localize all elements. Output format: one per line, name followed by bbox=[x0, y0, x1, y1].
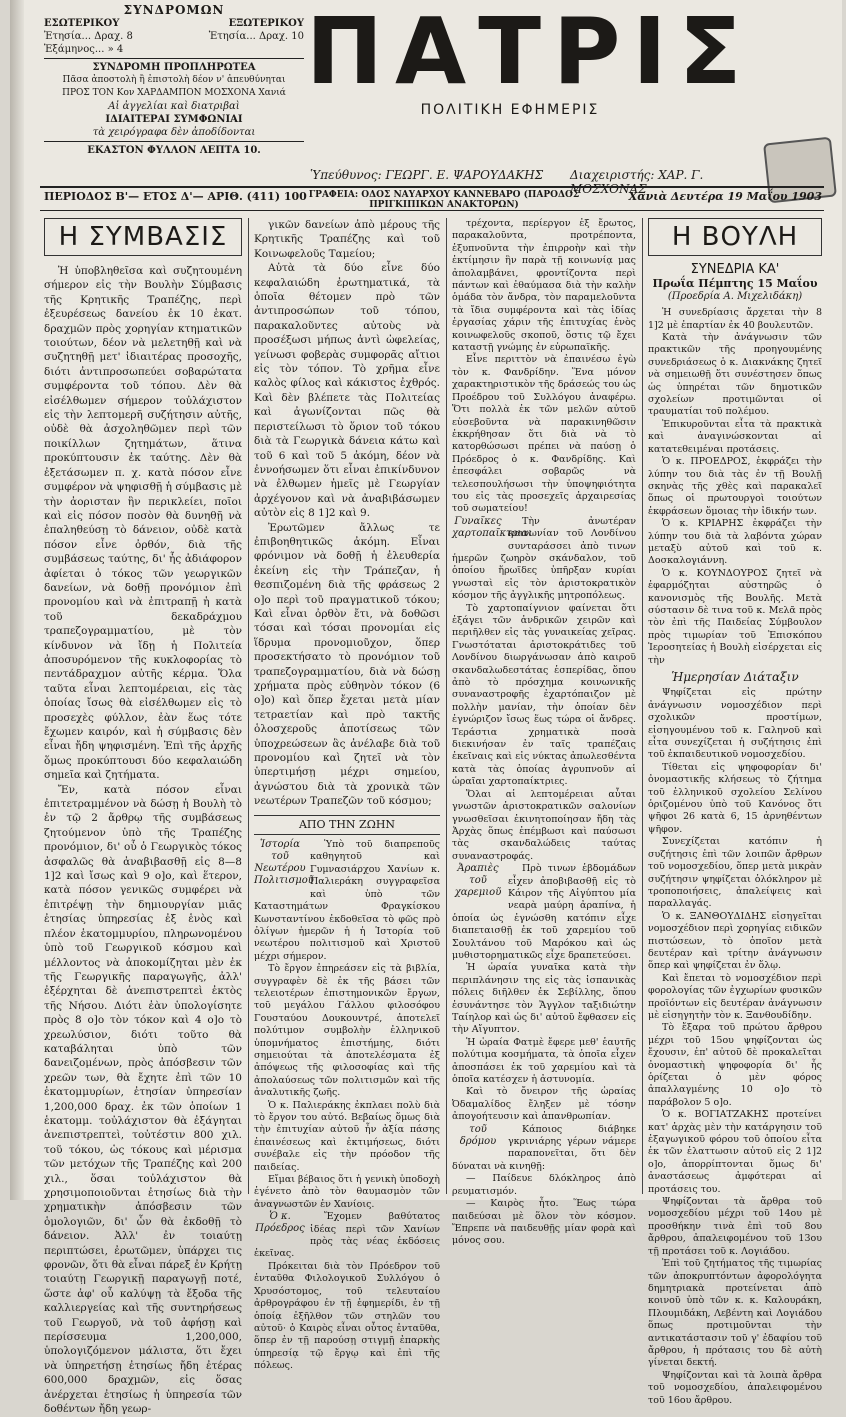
subscription-box bbox=[44, 4, 304, 157]
offices-address: ΓΡΑΦΕΙΑ: ΟΔΟΣ ΝΑΥΑΡΧΟΥ ΚΑΝΝΕΒΑΡΟ (ΠΑΡΟΔΟΣ ΠΡΙΓΚΙΠΙΚΩΝ ΑΝΑΚΤΟΡΩΝ) bbox=[308, 190, 580, 210]
article-paragraph: Ὅλαι αἱ λεπτομέρειαι αὗται γνωστῶν ἀριστοκρατικῶν σαλονίων γνωσθεῖσαι ἐκινητοποίησαν ἤδη τὰς Ἀρχὰς ὅπως ἐπέμβωσι καὶ παύσωσι τὰς σκανδαλώδεις ταύτας συναναστροφάς. bbox=[452, 788, 636, 862]
send-to-line-1: Πᾶσα ἀποστολὴ ἢ ἐπιστολὴ δέον ν' ἀπευθύνηται bbox=[62, 75, 286, 85]
side-heading: τοῦ δρόμου bbox=[459, 1123, 497, 1147]
article-paragraph: Ἡ συνεδρίασις ἄρχεται τὴν 8 1]2 μὲ ἐπαρτίαν ἐκ 40 βουλευτῶν. bbox=[648, 307, 822, 331]
manuscripts-note: τὰ χειρόγραφα δὲν ἀποδίδονται bbox=[92, 127, 256, 138]
article-paragraph: Κατὰ τὴν ἀνάγνωσιν τῶν πρακτικῶν τῆς προηγουμένης συνεδριάσεως ὁ κ. Διακνάκης ζητεῖ νὰ σημειωθῇ ὅτι συνέστησεν ὅπως ὡς ὑπηρέται τῶν δημοτικῶν σχολείων προτιμῶνται οἱ τραυματίαι τοῦ πολέμου. bbox=[648, 332, 822, 418]
article-paragraph: Ἐπὶ τοῦ ζητήματος τῆς τιμωρίας τῶν ἀποκρυπτόντων ἀφορολόγητα δημητριακὰ προτείνεται ἀπὸ κοινοῦ ὑπὸ τῶν κ. κ. Καλουράκη, Πλουμιδάκη, Λεβέντη καὶ Λογιάδου ὅπως προτιμοῦνται τὴν αντικατάστασιν τοῦ γ' ἐδαφίου τοῦ ἄρθρου, ἡ πρότασις του δὲ αὐτὴ γίνεται δεκτή. bbox=[648, 1258, 822, 1369]
article-paragraph: Τίθεται εἰς ψηφοφορίαν δι' ὀνομαστικῆς κλήσεως τὸ ζήτημα τοῦ ἑλληνικοῦ σχολείου Σελίνου ὁριζομένου ὑπὸ τοῦ Κανόνος ὅτι ψῆφοι 26 κατὰ 6, 15 ἀρνηθέντων ψῆφον. bbox=[648, 761, 822, 835]
article-paragraph: Ἡ ὑποβληθεῖσα καὶ συζητουμένη σήμερον εἰς τὴν Βουλὴν Σύμβασις τῆς Κρητικῆς Τραπέζης, περὶ ἐξευρέσεως δανείου ἐκ 10 ἑκατ. δραχμῶν πρὸς χορηγίαν κτηματικῶν τοιούτων, δέον νὰ μελετηθῇ καὶ νὰ συζητηθῇ μετ' ἰδιαιτέρας προσοχῆς, διότι ἀντιπροσωπεύει σοβαρώτατα συμφέροντα τοῦ τόπου. Δὲν θὰ εἰσέλθωμεν σήμερον τοὐλάχιστον εἰς τὴν λεπτομερῆ συζήτησιν αὐτῆς, οὐδὲ θὰ ἀσχοληθῶμεν περὶ τῶν ποικίλλων ζητημάτων, ἅτινα προκύπτουσιν ἐκ ταύτης. Δὲν θὰ ἐξετάσωμεν π. χ. κατὰ πόσον εἶνε συμφέρον νὰ ψηφισθῇ ἡ σύμβασις μὲ τὴν ἀορισταν ἣν περικλείει, ποῖοι καὶ εἰς πόσον ποσὸν θὰ δυνηθῇ νὰ ἐπαληθεύσῃ τὸ δάνειον, οὐδὲ κατὰ πόσον εἶνε ὀρθόν, διὰ τῆς συμβάσεως ταύτης, δι' ἧς ἀδιάφορον ἀφίεται ὁ τόκος τῶν γεωργικῶν δανείων, νὰ δοθῇ προνόμιον ἐπὶ προνομίου καὶ νὰ ἐπιτραπῇ ἡ κατὰ τοῦ δεκαδράχμου τραπεζογραμματίου, μὲ τὸν κίνδυνον νὰ ἴδῃ ἡ Πολιτεία ἀποσυρόμενον τῆς κυκλοφορίας τὸ πεντάδραχμον αὐτῆς κέρμα. Ὅλα ταῦτα εἶναι λεπτομέρειαι, εἰς τὰς ὁποίας ἴσως θὰ εἰσέλθωμεν εἰς τὸ προσεχὲς φύλλον, ἐὰν ἕως τότε ἔχωμεν καιρόν, καὶ ἡ σύμβασις δὲν εἶναι ἤδη ψηφισμένη. Ἐπὶ τῆς ἀρχῆς ὅμως προκύπτουσι δύο κεφαλαιώδη σημεῖα καὶ ζητήματα. bbox=[44, 265, 242, 782]
inland-year-price: Ἐτησία... Δραχ. 8 bbox=[44, 31, 133, 42]
article-paragraph: Πρὸ τινων ἑβδομάδων εἶχεν ἀποβιβασθῇ εἰς τὸ Κάιρον τῆς Αἰγύπτου μία νεαρὰ μαύρη ἀραπίνα, ἡ ὁποία ὡς ἐγνώσθη κατόπιν εἶχε διαπεταισθῇ ἐκ τοῦ χαρεμίου τοῦ Σουλτάνου τοῦ Μαρόκου καὶ ὡς μυθιστορηματικῶς εἶχε δραπετεύσει. bbox=[452, 863, 636, 961]
column-rule bbox=[642, 218, 643, 1194]
column-three bbox=[452, 218, 636, 1247]
article-paragraph: Τὸ ἔξαρα τοῦ πρώτου ἄρθρου μέχρι τοῦ 15ου ψηφίζονται ὡς ἔχουσιν, ἐπ' αὐτοῦ δὲ προκαλεῖται ὀνομαστικὴ ψηφοφορία δι' ἧς ὁρίζεται ὁ μὲν φόρος ἀπαλλαγμένης 10 ο]ο τὸ παράβολον 5 ο]ο. bbox=[648, 1022, 822, 1108]
article-paragraph: γικῶν δανείων ἀπὸ μέρους τῆς Κρητικῆς Τραπέζης καὶ τοῦ Κοινωφελοῦς Ταμείου; bbox=[254, 219, 440, 260]
session-chair: (Προεδρία Α. Μιχελιδάκη) bbox=[667, 290, 803, 302]
article-paragraph: Ἡ ὡραία γυναῖκα κατὰ τὴν περιπλάνησιν της εἰς τὰς ἰσπανικὰς πόλεις διῆλθεν ἐκ Σεβίλλης, ὅπου ἐσυνάντησε τὸν Ἄγγλον ταξιδιώτην Ταίηλορ καὶ ὡς δι' αὐτοῦ ἔφθασεν εἰς τὴν Αἴγυπτον. bbox=[452, 962, 636, 1036]
article-paragraph: Ἐρωτῶμεν ἄλλως τε ἐπιβοηθητικῶς ἀκόμη. Εἶναι φρόνιμον νὰ δοθῇ ἡ ἐλευθερία ἐκείνη εἰς τὴν Τράπεζαν, ἡ θεσπιζομένη διὰ τῆς φράσεως 2 ο]ο περὶ τοῦ πραγματικοῦ τόκου; Καὶ εἶναι ὀρθὸν ἔτι, νὰ δοθῶσι τόσαι καὶ τόσαι προνομίαι εἰς ἵδρυμα προνομιοῦχον, ὅπερ προσεκτήσατο τὸ προνόμιον τοῦ τραπεζογραμματίου, διὰ νὰ δώσῃ χρήματα πρὸς εὐθηνὸν τόκον (6 ο]ο) καὶ ὅπερ ἔχεται μετὰ μίαν τετραετίαν καὶ πρὸ τακτῆς ὁλοσχεροῦς ἀποτίσεως τῶν ὑποχρεώσεων ἃς ἀνέλαβε διὰ τοῦ προνομίου καὶ ζητεῖ νὰ τὸν ὑπερτιμήσῃ μέχρι σημείου, ἀγνώστου διὰ τὰ χρονικὰ τῶν νεωτέρων Τραπεζῶν τοῦ κόσμου; bbox=[254, 521, 440, 808]
article-paragraph: Συνεχίζεται κατόπιν ἡ συζήτησις ἐπὶ τῶν λοιπῶν ἄρθρων τοῦ νομοσχεδίου, ὅπερ μετὰ μικρὰν συζήτησιν ψηφίζεται ὁλόκληρον μὲ τροποποιήσεις, ἀπαλείψεις καὶ παραλλαγάς. bbox=[648, 836, 822, 910]
article-paragraph: Εἶνε περιττὸν νὰ ἐπαινέσω ἐγὼ τὸν κ. Φανδρίδην. Ἕνα μόνον χαρακτηριστικὸν τῆς δράσεώς του ὡς Προέδρου τοῦ Συλλόγου ἀναφέρω. Ὅτι πολλὰ ἐκ τῶν μελῶν αὐτοῦ εὐσεβοῦντα νὰ παρακινηθῶσιν ἐκκρήθησαν ὅτι διὰ νὰ τὸ κατορθώσωσι πρέπει νὰ παύσῃ ὁ Πρόεδρος ὁ κ. Φανδρίδης. Καὶ ἐπεσφάλει σοβαρῶς νὰ τελεσπουλήσωσι τὴν ὑποψηφιότητα του εἰς τὰς προσεχεῖς ἀρχαιρεσίας τοῦ σωματείου! bbox=[452, 354, 636, 515]
inland-half-price: Ἑξάμηνος... » 4 bbox=[44, 44, 124, 55]
article-paragraph: Ψηφίζονται καὶ τὰ λοιπὰ ἄρθρα τοῦ νομοσχεδίου, ἀπαλειφομένου τοῦ 16ου ἄρθρου. bbox=[648, 1369, 822, 1406]
column-vouli bbox=[648, 218, 822, 1406]
subscription-prices-2 bbox=[44, 43, 304, 56]
info-bar-rule bbox=[40, 210, 824, 211]
column-two bbox=[254, 218, 440, 1372]
section-heading: ΑΠΟ ΤΗΝ ΖΩΗΝ bbox=[254, 815, 440, 835]
session-date: Πρωΐα Πέμπτης 15 Μαΐου bbox=[652, 277, 818, 291]
article-paragraph: Ὁ κ. ΠΡΟΕΔΡΟΣ, ἐκφράζει τὴν λύπην του διὰ τὰς ἐν τῇ Βουλῇ σκηνὰς τῆς χθὲς καὶ παρακαλεῖ ὅπως οἱ πρωτουργοὶ τοιούτων ἐκφράσεων ὅμοιας τὴν ἰδικήν των. bbox=[648, 456, 822, 517]
issue-number: ΠΕΡΙΟΔΟΣ Β'— ΕΤΟΣ Δ'— ΑΡΙΘ. (411) 100 bbox=[44, 190, 307, 203]
article-paragraph: Τὴν ἀνωτέραν κοινωνίαν τοῦ Λονδίνου συνταράσσει ἀπὸ τινων ἡμερῶν ζωηρὸν σκάνδαλον, τοῦ ὁποίου ἥρωῖδες ὑπῆρξαν κυρίαι γνωσταὶ εἰς τὸν ἀριστοκρατικὸν κόσμον τῆς ἀγγλικῆς μητροπόλεως. bbox=[452, 515, 636, 602]
article-paragraph: Τὸ χαρτοπαίγνιον φαίνεται ὅτι ἐξάγει τῶν ἀνδρικῶν χειρῶν καὶ περιῆλθεν εἰς τὰς γυναικείας χεῖρας. Γνωστόταται ἀριστοκράτιδες τοῦ Λονδίνου διωργάνωσαν ἀπὸ καιροῦ σκανδαλωδεστάτας ἑσπερίδας, ὅπου ἀπὸ τὸ πρόσχημα κοινωνικῆς συναναστροφῆς ἐχαρτόπαιζον μὲ πολλὴν μανίαν, τὴν ὁποίαν δὲν ἐγνώριζον ἴσως ἕως τώρα οἱ ἄνδρες. Τεράστια χρηματικὰ ποσὰ διεκινήσαν ἐν ταῖς τραπέζαις ἐκεῖναις καὶ εἰς νύκτας ἀπωλεσθέντα κατὰ τὰς ὁποίας ἀγρυπνοῦν αἱ ὡραῖαι χαρτοπαίκτριες. bbox=[452, 602, 636, 788]
inland-label: ΕΣΩΤΕΡΙΚΟΥ bbox=[44, 18, 120, 29]
ads-line-2: ΙΔΙΑΙΤΕΡΑΙ ΣΥΜΦΩΝΙΑΙ bbox=[105, 114, 243, 125]
send-to-line-2: ΠΡΟΣ ΤΟΝ Κον ΧΑΡΔΑΜΠΟΝ ΜΟΣΧΟΝΑ Χανιά bbox=[62, 88, 286, 98]
column-rule bbox=[446, 218, 447, 1194]
article-paragraph: τρέχοντα, περίεργον ἐξ ἔρωτος, παρακαλοῦντα, προτρέποντα, ἐξυπνοῦντα τὴν ἐπιρροὴν καὶ τὴν ἐκτίμησιν ἣν παρὰ τῇ κοινωνίᾳ μας ἀπολαμβάνει, φροντίζοντα περὶ πάντων καὶ ἐθαύμασα διὰ τὴν καλὴν ὁμάδα τὸν ἄνδρα, τὸν παραμελοῦντα τὰ ἴδια συμφέροντα καὶ τὰς ἰδίας ἐργασίας χάριν τῆς ἐπιτυχίας ἑνὸς κοινωφελοῦς σκοποῦ, ὅστις τῷ ἔχει καταστῇ γνώμης ἐν εὐρωπαϊκῆς. bbox=[452, 218, 636, 354]
article-paragraph: Κάποιος διάβηκε γκρινιάρης γέρων νάμερε παραπονεῖται, ὅτι δὲν δύναται νὰ κινηθῇ: bbox=[452, 1123, 636, 1172]
article-paragraph: Αὐτὰ τὰ δύο εἶνε δύο κεφαλαιώδη ἐρωτηματικά, τὰ ὁποῖα θέτομεν πρὸ τῶν ἀντιπροσώπων τοῦ τόπου, παρακαλοῦντες αὐτοὺς νὰ προσέξωσι μήπως ἀντὶ ὠφελείας, γείνωσι φοβερὰς συμφορᾶς αἴτιοι εἰς τὸν τόπον. Τὸ χρῆμα εἶνε καλὸς φίλος καὶ κάκιστος ἐχθρός. Καὶ δὲν βλέπετε τὰς Πολιτείας καὶ ἀγωνίζονται πῶς θὰ περιστείλωσι τὸ ὅριον τοῦ τόκου διὰ τὰ Γεωργικὰ δάνεια κάτω καὶ τοῦ 6 καὶ τοῦ 5 ἀκόμη, δέον νὰ ἐννοήσωμεν ὅτι εἶναι ἐπικίνδυνον νὰ ἐλθωμεν ἡμεῖς μὲ Γεωργίαν ἀρχέγονον καὶ νὰ ἀναβιβάσωμεν αὐτὸν εἰς 8 1]2 καὶ 9. bbox=[254, 262, 440, 520]
masthead-rule bbox=[40, 186, 824, 188]
issue-info-bar bbox=[44, 190, 822, 208]
article-headline: Η ΒΟΥΛΗ bbox=[648, 218, 822, 256]
article-paragraph: Ψηφίζεται εἰς πρώτην ἀνάγνωσιν νομοσχέδιον περὶ σχολικῶν προστίμων, εἰσηγουμένου τοῦ κ. Γαληνοῦ καὶ εἶτα συνεχίζεται ἡ συζήτησις ἐπὶ τοῦ ἐκπαιδευτικοῦ νομοσχεδίου. bbox=[648, 687, 822, 761]
article-paragraph: Ὁ κ. ΚΟΥΝΔΟΥΡΟΣ ζητεῖ νὰ ἐφαρμόζηται αὐστηρῶς ὁ κανονισμὸς τῆς Βουλῆς. Μετὰ σύστασιν δὲ τινα τοῦ κ. Μελᾶ πρὸς τὸν ἐπὶ τῆς Παιδείας Σύμβουλον πρὸς τιμωρίαν τοῦ Ἐπισκόπου Ἱεροσητείας ἡ Βουλὴ εἰσέρχεται εἰς τὴν bbox=[648, 567, 822, 666]
newspaper-page bbox=[10, 0, 842, 1416]
article-paragraph: Εἴμαι βέβαιος ὅτι ἡ γενικὴ ὑποδοχὴ ἐγένετο ἀπὸ τὸν θαυμασμὸν τῶν ἀναγνωστῶν ἐν Χανίοις. bbox=[254, 1174, 440, 1210]
newspaper-title: ΠΑΤΡΙΣ bbox=[306, 0, 754, 105]
column-rule bbox=[248, 218, 249, 1194]
article-paragraph: Ἡ ὡραία Φατμὲ ἔφερε μεθ' ἑαυτῆς πολύτιμα κοσμήματα, τὰ ὁποῖα εἶχεν ἀποσπάσει ἐκ τοῦ χαρεμίου καὶ τὰ ὁποῖα κατέσχεν ἡ ἀστυνομία. bbox=[452, 1036, 636, 1086]
abroad-year-price: Ἐτησία... Δραχ. 10 bbox=[208, 31, 304, 42]
subscriptions-title: ΣΥΝΔΡΟΜΩΝ bbox=[123, 3, 225, 17]
session-title: ΣΥΝΕΔΡΙΑ ΚΑ' bbox=[690, 262, 780, 277]
article-paragraph: Πρόκειται διὰ τὸν Πρόεδρον τοῦ ἐνταῦθα Φιλολογικοῦ Συλλόγου ὁ Χρυσόστομος, τοῦ τελευταίου ἀρθρογράφου ἐν τῇ ἐφημερίδι, ἐν τῇ ὁποίᾳ ἐξῆλθον τῶν στηλῶν του αὐτοῦ· ὁ Καιρὸς εἶναι οὗτος ἐνταῦθα, ὅπερ ἐν τῇ παρούσῃ στιγμῇ ἐπαρκὴς ὑπηρεσίᾳ τῷ ἔργῳ καὶ ἐπὶ τῆς πόλεως. bbox=[254, 1260, 440, 1372]
article-paragraph: Ὁ κ. Παλιεράκης ἐκπλαει πολὺ διὰ τὸ ἔργον του αὐτό. Βεβαίως ὅμως διὰ τὴν ἐπιτυχίαν αὐτοῦ ἦν ἀξία πάσης ἐπαινέσεως καὶ ἐκτιμήσεως, διότι συνέβαλε εἰς τὴν πρόοδον τῆς παιδείας. bbox=[254, 1099, 440, 1173]
article-paragraph: — Καιρὸς ἦτο. Ἕως τώρα παιδεύσαι μὲ ὅλον τὸν κόσμον. Ἔπρεπε νὰ παιδευθῇς μίαν φορὰ καὶ μόνος σου. bbox=[452, 1198, 636, 1247]
article-paragraph: Ἐπικυροῦνται εἶτα τὰ πρακτικὰ καὶ ἀναγινώσκονται αἱ κατατεθειμέναι προτάσεις. bbox=[648, 418, 822, 455]
article-paragraph: — Παίδευε δλόκληρος ἀπὸ ρευματισμόν. bbox=[452, 1173, 636, 1197]
article-paragraph: Καὶ τὸ ὄνειρον τῆς ὡραίας Ὀδαμαλίδος ἔληξεν μὲ τόσην ἀπογοήτευσιν καὶ ἀπανθρωπίαν. bbox=[452, 1086, 636, 1123]
article-headline: Η ΣΥΜΒΑΣΙΣ bbox=[44, 218, 242, 256]
newspaper-subtitle: ΠΟΛΙΤΙΚΗ ΕΦΗΜΕΡΙΣ bbox=[420, 102, 600, 118]
page-fold-shadow bbox=[10, 0, 24, 1200]
side-heading: Γυναῖκες χαρτοπαῖκτριαι bbox=[452, 515, 533, 539]
prepaid-note: ΣΥΝΔΡΟΜΗ ΠΡΟΠΛΗΡΩΤΕΑ bbox=[44, 58, 304, 74]
article-paragraph: Ὁ κ. ΚΡΙΑΡΗΣ ἐκφράζει τὴν λύπην του διὰ τὰ λαβόντα χώραν μεταξὺ αὐτοῦ καὶ τοῦ κ. Δοσκαλογιάννη. bbox=[648, 518, 822, 567]
column-symvasis bbox=[44, 218, 242, 1416]
article-paragraph: Τὸ ἔργον ἐπηρεάσεν εἰς τὰ βιβλία, συγγραφὲν δὲ ἐκ τῆς βάσει τῶν τελειοτέρων ἐπιστημονικῶν ἔργων, τοῦ μεγάλου Γάλλου φιλοσόφου Γουσταύου Δουκουντρέ, ἀποτελεῖ πολύτιμον συμβολὴν ἐλληνικοῦ ὑπομνήματος ἐπιστήμης, διότι σημειούται τὰ ἀποτελέσματα ἐξ ἀπόψεως τῆς φιλοσοφίας καὶ τῆς ἀπολαύσεως τῶν πολιτισμῶν καὶ τῆς ἀναλυτικῆς ζωῆς. bbox=[254, 963, 440, 1099]
article-paragraph: Καὶ ἔπεται τὸ νομοσχέδιον περὶ φορολογίας τῶν ἐγχωρίων φυσικῶν προϊόντων εἰς δευτέραν ἀνάγνωσιν μὲ εἰσηγητὴν τὸν κ. Ξανθουδίδην. bbox=[648, 972, 822, 1021]
side-heading: Ἀραπιὲς τοῦ χαρεμιοῦ bbox=[454, 863, 502, 899]
manager-credit: Διαχειριστής: ΧΑΡ. Γ. ΜΟΣΧΟΝΑΣ bbox=[570, 168, 704, 196]
article-paragraph: Ὁ κ. ΒΟΓΙΑΤΖΑΚΗΣ προτείνει κατ' ἀρχὰς μὲν τὴν κατάργησιν τοῦ ἐξαγωγικοῦ φόρου τοῦ ὁποίου εἶτα ἐκ τῶν ἐλαττωσιν αὐτοῦ εἰς 2 1]2 ο]ο, ἀπορρίπτονται ὅμως δι' ἀναστάσεως ἀμφότεραι αἱ προτάσεις του. bbox=[648, 1109, 822, 1195]
issue-price: ΕΚΑΣΤΟΝ ΦΥΛΛΟΝ ΛΕΠΤΑ 10. bbox=[44, 141, 304, 157]
editor-credit: Ὑπεύθυνος: ΓΕΩΡΓ. Ε. ΨΑΡΟΥΔΑΚΗΣ bbox=[310, 168, 544, 182]
subscription-labels bbox=[44, 17, 304, 30]
abroad-label: ΕΞΩΤΕΡΙΚΟΥ bbox=[228, 18, 304, 29]
subscription-prices-1 bbox=[44, 30, 304, 43]
article-paragraph: Ὑπὸ τοῦ διαπρεποῦς καθηγητοῦ καὶ Γυμνασιάρχου Χανίων κ. Παλιεράκη συγγραφεῖσα καὶ ὑπὸ τῶν Καταστημάτων Φραγκίσκου Κωνσταντίνου ἐκδοθεῖσα τὸ φῶς πρὸ ὀλίγων ἡμερῶν ἡ ἡ Ἱστορία τοῦ νεωτέρου πολιτισμοῦ καὶ Χριστοῦ μέχρι σήμερον. bbox=[254, 839, 440, 962]
article-paragraph: Ὁ κ. ΞΑΝΘΟΥΔΙΔΗΣ εἰσηγεῖται νομοσχέδιον περὶ χορηγίας ειδικῶν πιστώσεων, τὸ ὁποῖον μετὰ δευτέραν καὶ τρίτην ἀνάγνωσιν ὅπερ καὶ ψηφίζεται ἐν ὅλῳ. bbox=[648, 910, 822, 972]
issue-date: Χανιὰ Δευτέρα 19 Μαΐου 1903 bbox=[628, 190, 822, 203]
agenda-heading: Ἡμερησίαν Διάταξιν bbox=[671, 670, 799, 684]
article-paragraph: Ψηφίζονται τὰ ἄρθρα τοῦ νομοσχεδίου μέχρι τοῦ 14ου μὲ προσθήκην τινὰ ἐπὶ τοῦ 8ου ἄρθρου, ἀπαλειφομένου τοῦ 13ου τῇ προτάσει τοῦ κ. Λογιάδου. bbox=[648, 1196, 822, 1257]
section-body bbox=[254, 839, 440, 1372]
side-heading: Ὁ κ. Πρόεδρος bbox=[255, 1211, 305, 1235]
side-heading: Ἱστορία τοῦ Νεωτέρου Πολιτισμοῦ bbox=[254, 839, 314, 887]
ads-line-1: Αἱ ἀγγελίαι καὶ διατριβαὶ bbox=[108, 101, 240, 112]
article-paragraph: Ἔχομεν βαθύτατος ἰδέας περὶ τῶν Χανίων πρὸς τὰς νέας ἐκδόσεις ἐκεῖνας. bbox=[254, 1211, 440, 1260]
article-paragraph: Ἔν, κατὰ πόσον εἶναι ἐπιτετραμμένον νὰ δώσῃ ἡ Βουλὴ τὸ ἐν τῷ 2 ἄρθρῳ τῆς συμβάσεως ζητούμενον ὑπὸ τῆς Τραπέζης προνόμιον, δι' οὗ ὁ Γεωργικὸς τόκος ἀσφαλῶς θὰ ἀναβιβασθῇ εἰς 8—8 1]2 καὶ ἴσως καὶ 9 ο]ο, καὶ ἕτερον, κατὰ πόσον γενικῶς συμφέρει νὰ ἐπιτρέψῃ τὴν δημιουργίαν μιᾶς ἐτησίας ὑπηρεσίας ἐξ ἑνὸς καὶ πλέον ἑκατομμυρίου, πληρωνομένου ὑπὸ τοῦ Γεωργικοῦ κόσμου καὶ μέλλοντος νὰ ἀποκομίζηται μὲν ἐκ τῆς Γεωργικῆς παραγωγῆς, ἀλλ' ἐξέρχηται δὲ ἀνεπιστρεπτεὶ ἐκτὸς τῆς Νήσου. Διότι ἐὰν ὑπολογίσητε πρὸς 8 ο]ο τὸν τόκον καὶ 4 ο]ο τὸ χρεωλύσιον, διότι τοῦτο θὰ καταβάληται ὑπὸ τῶν δανειζομένων, πρὸς ἀπόσβεσιν τῶν χρεῶν των, θὰ ἔχητε ἐπὶ τῶν 10 ἑκατομμυρίων, ἐτησίαν ὑπηρεσίαν 1,200,000 δραχ. ἐκ τῶν ὁποίων 1 ἑκατομμ. τοὐλάχιστον θὰ ἐξάγηται ἀνεπιστρεπτεὶ, τοὐτέστιν 800 χιλ. τοῦ τόκου, ὡς τόκους καὶ μέρισμα τῶν μετόχων τῆς Τραπέζης καὶ 200 χιλ., ὅσαι τοὐλάχιστον θὰ χρησιμοποιοῦνται ἐτησίως διὰ τὴν χρηματικὴν ἀπόσβεσιν τῶν ὁμολογιῶν, δι' ὧν θὰ ἐκδοθῇ τὸ δάνειον. Ἀλλ' ἐν τοιαύτῃ περιπτώσει, ἐρωτῶμεν, ὑπάρχει τις φρονῶν, ὅτι θὰ εἶναι πάρεξ ἐν Κρήτῃ τοιαύτῃ Γεωργικῇ παραγωγῇ ποτέ, ὥστε ἀφ' οὗ καλύψῃ τὰ ἔξοδα τῆς καλλιεργείας καὶ τῆς συντηρήσεως τοῦ Γεωργοῦ, νὰ τοῦ ἀφήσῃ καὶ περίσσευμα 1,200,000, ὑπολογιζόμενον μάλιστα, ὅτι ἔχει νὰ ὑπηρετήσῃ ἐτησίως ἤδη ἐτέρας 600,000 δραχμῶν, εἰς ὅσας ἀνέρχεται ἐτησίως ἡ ὑπηρεσία τῶν δοθέντων ἤδη γεωρ- bbox=[44, 783, 242, 1416]
